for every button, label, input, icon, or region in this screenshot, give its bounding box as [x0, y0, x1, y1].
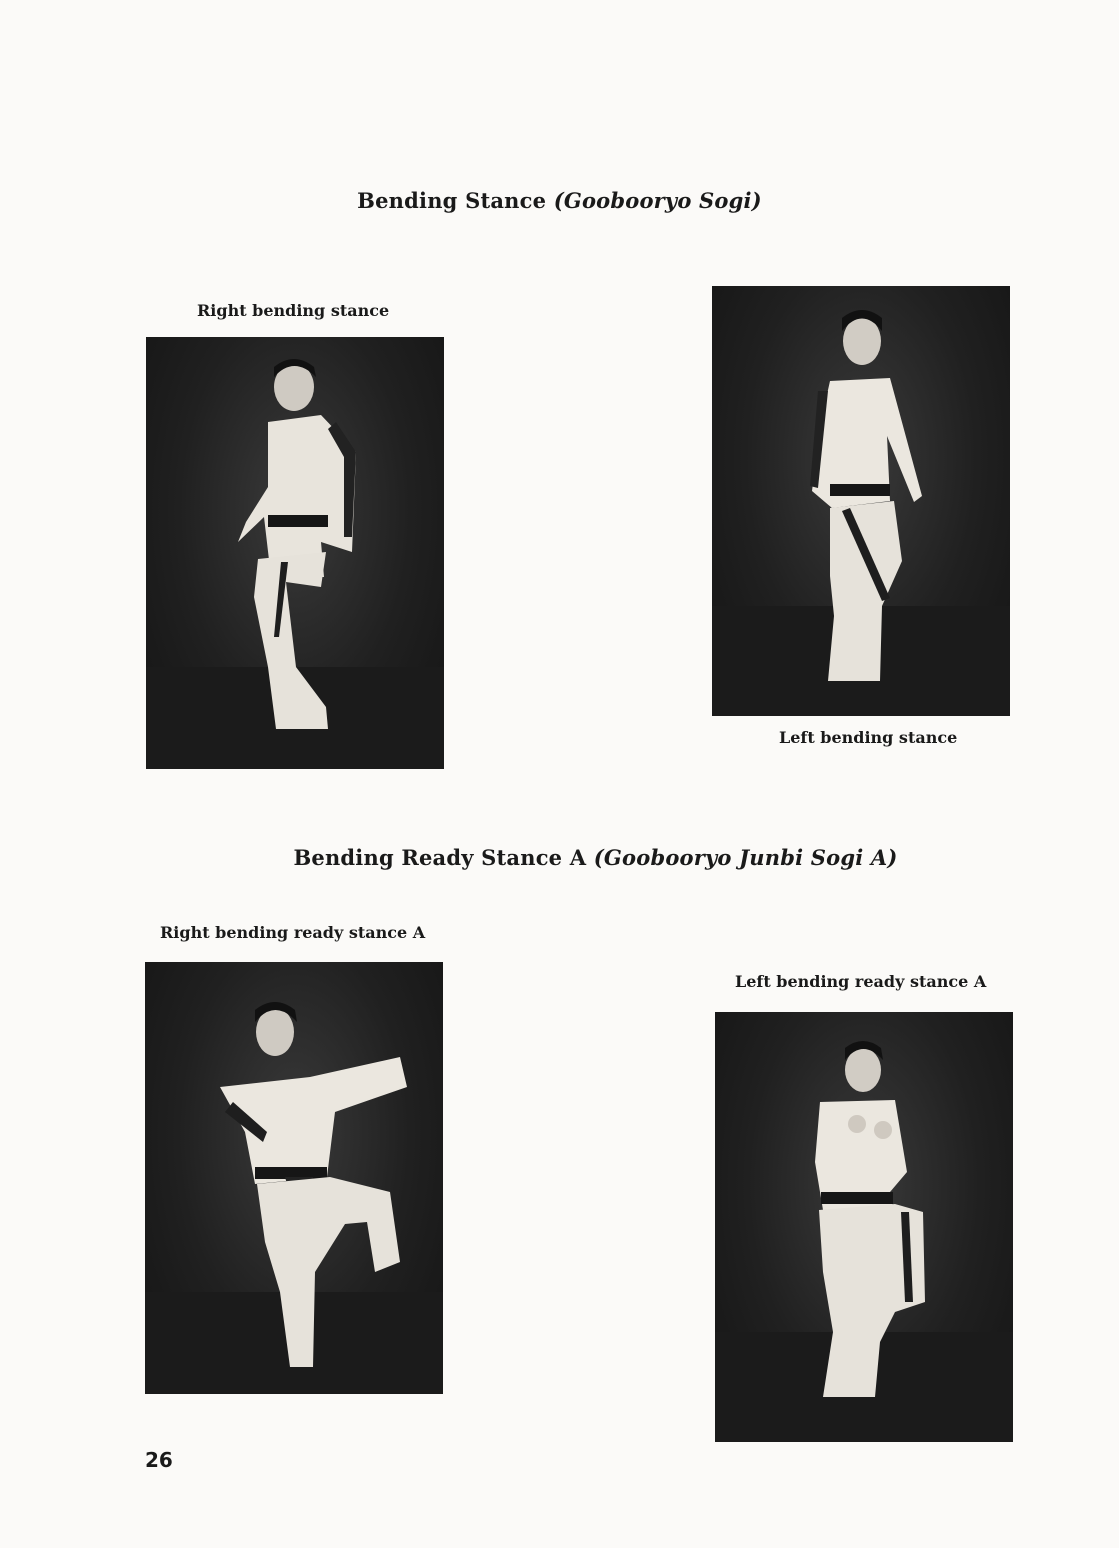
photo-right-bending-ready-stance-a: [145, 962, 443, 1394]
heading-title: Bending Stance: [357, 188, 547, 213]
caption-right-bending-ready-stance-a: Right bending ready stance A: [160, 923, 426, 942]
heading-title: Bending Ready Stance A: [293, 845, 587, 870]
caption-left-bending-stance: Left bending stance: [779, 728, 958, 747]
photo-right-bending-stance: [146, 337, 444, 769]
section-heading-bending-ready-stance-a: [36, 845, 1119, 870]
caption-left-bending-ready-stance-a: Left bending ready stance A: [735, 972, 987, 991]
section-heading-bending-stance: [0, 188, 1119, 213]
page-number: 26: [145, 1448, 173, 1472]
caption-right-bending-stance: Right bending stance: [197, 301, 390, 320]
photo-left-bending-stance: [712, 286, 1010, 716]
heading-native-title: (Goobooryo Junbi Sogi A): [593, 845, 898, 870]
photo-left-bending-ready-stance-a: [715, 1012, 1013, 1442]
heading-native-title: (Goobooryo Sogi): [553, 188, 762, 213]
